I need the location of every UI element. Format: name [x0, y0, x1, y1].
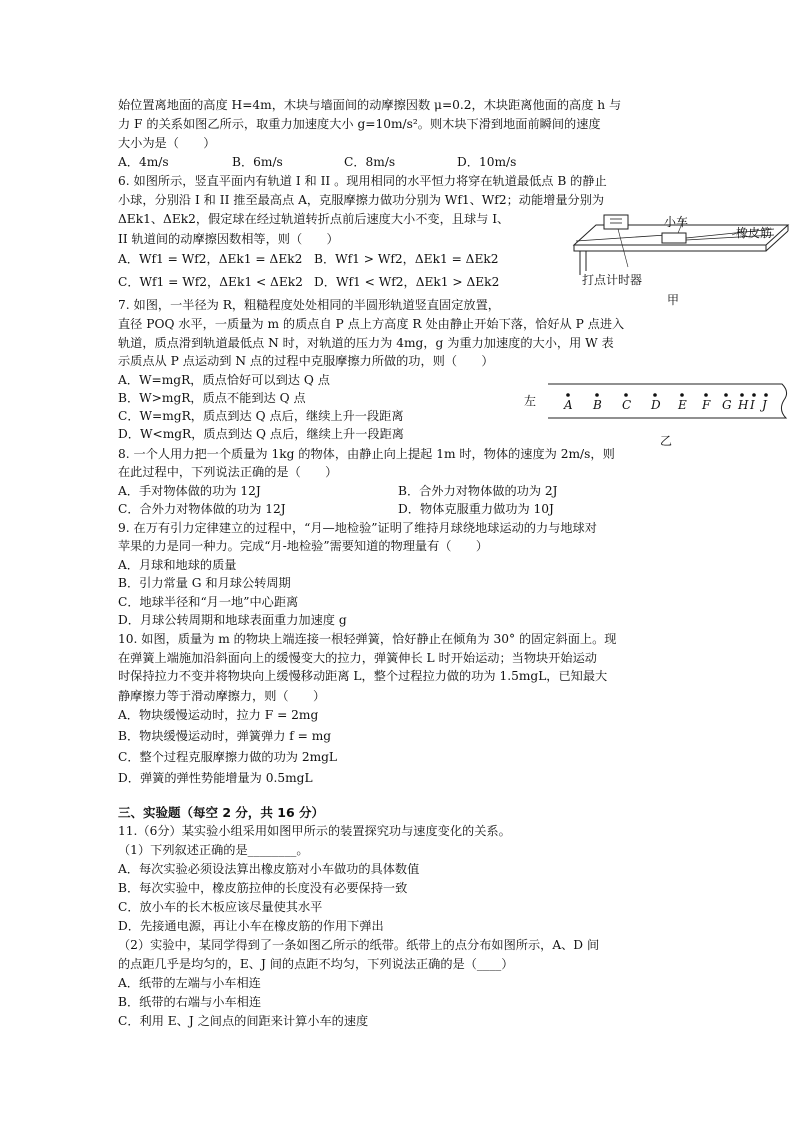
figure-jia-rubber-label: 橡皮筋 — [736, 226, 773, 240]
q10-line-4: 静摩擦力等于滑动摩擦力，则（ ） — [118, 689, 326, 703]
tape-label-f: F — [702, 398, 711, 412]
q8-option-c: C．合外力对物体做的功为 12J — [118, 502, 286, 516]
q11-sub2-line-1: （2）实验中，某同学得到了一条如图乙所示的纸带。纸带上的点分布如图所示，A、D 间 — [118, 938, 600, 952]
q6-option-a: A．Wf1 = Wf2，ΔEk1 = ΔEk2 — [118, 252, 303, 266]
q10-option-d: D．弹簧的弹性势能增量为 0.5mgL — [118, 771, 313, 785]
q11-sub1-option-d: D．先接通电源，再让小车在橡皮筋的作用下弹出 — [118, 919, 384, 933]
q9-line-1: 9. 在万有引力定律建立的过程中，“月—地检验”证明了维持月球绕地球运动的力与地球对 — [118, 521, 597, 535]
q7-option-d: D．W<mgR，质点到达 Q 点后，继续上升一段距离 — [118, 427, 404, 441]
q7-line-4: 示质点从 P 点运动到 N 点的过程中克服摩擦力所做的功，则（ ） — [118, 354, 494, 368]
tape-label-h: H — [738, 398, 749, 412]
q11-sub1: （1）下列叙述正确的是________。 — [118, 843, 309, 857]
tape-label-i: I — [750, 398, 755, 412]
tape-dot-c — [624, 393, 628, 397]
q10-line-3: 时保持拉力不变并将物块向上缓慢移动距离 L，整个过程拉力做的功为 1.5mgL，已知最大 — [118, 669, 608, 683]
q10-option-b: B．物块缓慢运动时，弹簧弹力 f = mg — [118, 729, 332, 743]
q5-option-c: C．8m/s — [344, 155, 396, 169]
q8-option-a: A．手对物体做的功为 12J — [118, 484, 261, 498]
q11-sub2-option-b: B．纸带的右端与小车相连 — [118, 995, 262, 1009]
q10-option-c: C．整个过程克服摩擦力做的功为 2mgL — [118, 750, 338, 764]
q8-option-d: D．物体克服重力做功为 10J — [398, 502, 554, 516]
q7-option-b: B．W>mgR，质点不能到达 Q 点 — [118, 391, 306, 405]
tape-dot-g — [724, 393, 728, 397]
q9-line-2: 苹果的力是同一种力。完成“月-地检验”需要知道的物理量有（ ） — [118, 539, 489, 553]
tape-dot-b — [595, 393, 599, 397]
q8-line-1: 8. 一个人用力把一个质量为 1kg 的物体，由静止向上提起 1m 时，物体的速度为 2m/s，则 — [118, 447, 615, 461]
q8-option-b: B．合外力对物体做的功为 2J — [398, 484, 558, 498]
figure-jia-caption: 甲 — [667, 293, 680, 307]
q11-sub1-option-a: A．每次实验必须设法算出橡皮筋对小车做功的具体数值 — [118, 862, 420, 876]
q6-option-c: C．Wf1 = Wf2，ΔEk1 < ΔEk2 — [118, 275, 303, 289]
tape-label-j: J — [762, 398, 767, 412]
q6-option-b: B．Wf1 > Wf2，ΔEk1 = ΔEk2 — [314, 252, 499, 266]
q10-line-1: 10. 如图，质量为 m 的物块上端连接一根轻弹簧，恰好静止在倾角为 30° 的固定斜面上。现 — [118, 632, 617, 646]
figure-jia-timer-label: 打点计时器 — [582, 273, 643, 287]
tape-label-a: A — [564, 398, 573, 412]
tape-label-d: D — [651, 398, 661, 412]
timer-device — [604, 215, 628, 229]
q6-option-d: D．Wf1 < Wf2，ΔEk1 > ΔEk2 — [314, 275, 500, 289]
q7-line-2: 直径 POQ 水平，一质量为 m 的质点自 P 点上方高度 R 处由静止开始下落，恰好从 P 点进入 — [118, 317, 625, 331]
q9-option-a: A．月球和地球的质量 — [118, 558, 237, 572]
figure-yi-left-label: 左 — [524, 394, 537, 408]
track-board-side — [574, 245, 766, 251]
cart — [662, 233, 686, 243]
q11-sub2-line-2: 的点距几乎是均匀的，E、J 间的点距不均匀，下列说法正确的是（____） — [118, 957, 514, 971]
tape-label-b: B — [593, 398, 602, 412]
q11-sub2-option-c: C．利用 E、J 之间点的间距来计算小车的速度 — [118, 1014, 369, 1028]
q10-option-a: A．物块缓慢运动时，拉力 F = 2mg — [118, 708, 319, 722]
q9-option-b: B．引力常量 G 和月球公转周期 — [118, 576, 291, 590]
q7-option-c: C．W=mgR，质点到达 Q 点后，继续上升一段距离 — [118, 409, 404, 423]
tape-label-e: E — [678, 398, 687, 412]
q7-option-a: A．W=mgR，质点恰好可以到达 Q 点 — [118, 373, 330, 387]
figure-yi-caption: 乙 — [660, 434, 673, 448]
tape-label-g: G — [722, 398, 732, 412]
q9-option-d: D．月球公转周期和地球表面重力加速度 g — [118, 613, 347, 627]
q5-line-1: 始位置离地面的高度 H=4m，木块与墙面间的动摩擦因数 μ=0.2，木块距离他面的高度 h 与 — [118, 98, 622, 112]
figure-jia-car-label: 小车 — [664, 215, 689, 229]
q7-line-1: 7. 如图，一半径为 R，粗糙程度处处相同的半圆形轨道竖直固定放置， — [118, 298, 500, 312]
q11-sub1-option-b: B．每次实验中，橡皮筋拉伸的长度没有必要保持一致 — [118, 881, 408, 895]
tape-dot-f — [704, 393, 708, 397]
q5-option-d: D．10m/s — [457, 155, 517, 169]
q5-line-2: 力 F 的关系如图乙所示，取重力加速度大小 g=10m/s²。则木块下滑到地面前瞬间的速度 — [118, 117, 601, 131]
q7-line-3: 轨道，质点滑到轨道最低点 N 时，对轨道的压力为 4mg，g 为重力加速度的大小，用 W 表 — [118, 336, 614, 350]
section-3-title: 三、实验题（每空 2 分，共 16 分） — [118, 805, 325, 820]
tape-dot-a — [566, 393, 570, 397]
q10-line-2: 在弹簧上端施加沿斜面向上的缓慢变大的拉力，弹簧伸长 L 时开始运动；当物块开始运动 — [118, 651, 597, 665]
q6-line-4: II 轨道间的动摩擦因数相等，则（ ） — [118, 232, 339, 246]
q9-option-c: C．地球半径和“月一地”中心距离 — [118, 595, 299, 609]
tape-dot-e — [680, 393, 684, 397]
q5-option-a: A．4m/s — [118, 155, 169, 169]
q6-line-2: 小球，分别沿 I 和 II 推至最高点 A，克服摩擦力做功分别为 Wf1、Wf2；动能增量分别为 — [118, 193, 605, 207]
q6-line-3: ΔEk1、ΔEk2，假定球在经过轨道转折点前后速度大小不变，且球与 I、 — [118, 212, 510, 226]
q11-line-1: 11.（6分）某实验小组采用如图甲所示的装置探究功与速度变化的关系。 — [118, 824, 511, 838]
q11-sub1-option-c: C．放小车的长木板应该尽量使其水平 — [118, 900, 323, 914]
tape-dot-h — [740, 393, 744, 397]
q8-line-2: 在此过程中，下列说法正确的是（ ） — [118, 465, 338, 479]
q6-line-1: 6. 如图所示，竖直平面内有轨道 I 和 II 。现用相同的水平恒力将穿在轨道最低点 B 的静止 — [118, 174, 607, 188]
tape-label-c: C — [622, 398, 632, 412]
tape-dot-i — [752, 393, 756, 397]
tape-dot-d — [653, 393, 657, 397]
q11-sub2-option-a: A．纸带的左端与小车相连 — [118, 976, 261, 990]
tape-dot-j — [764, 393, 768, 397]
q5-line-3: 大小为是（ ） — [118, 136, 216, 150]
figure-yi-tape — [546, 380, 794, 422]
q5-option-b: B．6m/s — [232, 155, 283, 169]
